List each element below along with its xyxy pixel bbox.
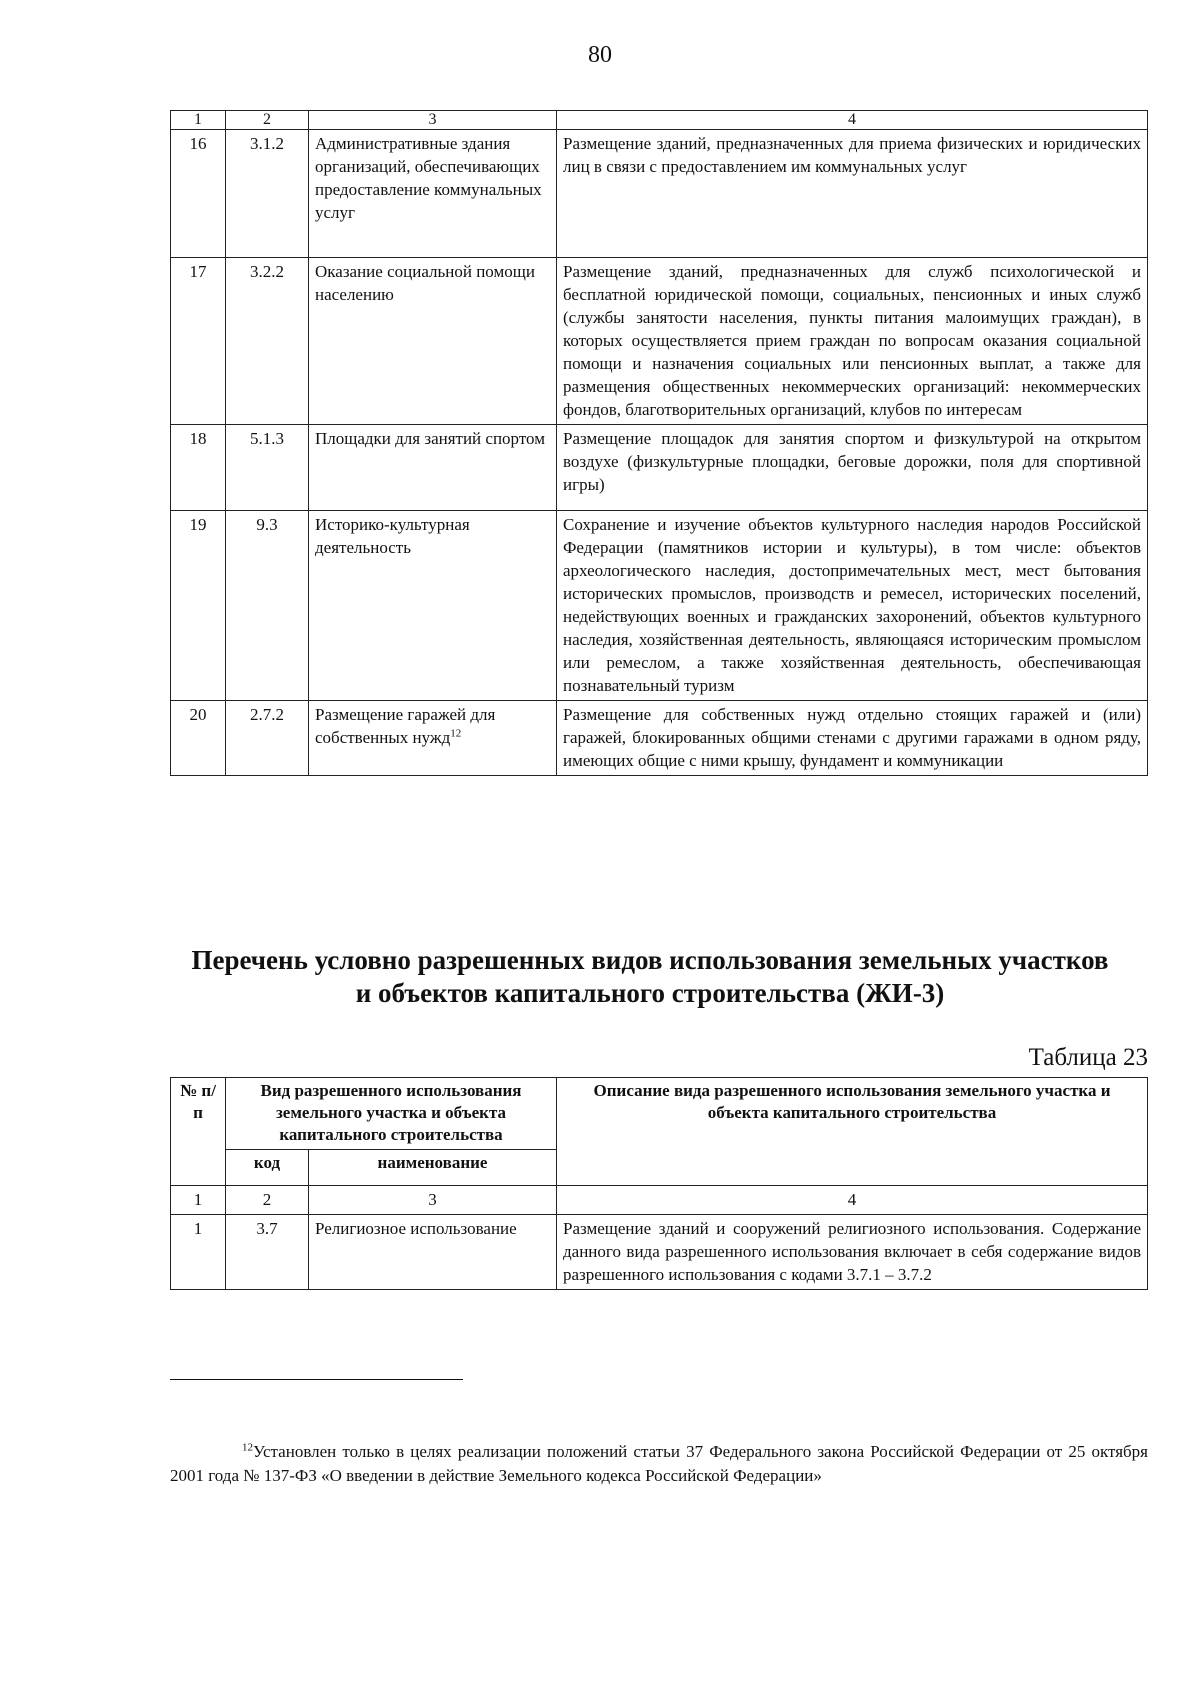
table-row [171,258,1148,425]
use-name: Административные здания организаций, обеспечивающих предоставление коммунальных услуг [309,130,557,258]
use-name [309,701,557,776]
row-number: 17 [171,258,226,425]
table-row [171,1215,1148,1290]
use-name-text: Размещение гаражей для собственных нужд [315,705,496,747]
column-number: 1 [171,111,226,130]
use-description: Размещение зданий и сооружений религиозного использования. Содержание данного вида разрешенного использования включает в себя содержание видов разрешенного использования с кодами 3.7.1 – 3.7.2 [557,1215,1148,1290]
footnote-reference: 12 [450,727,462,740]
use-name: Религиозное использование [309,1215,557,1290]
use-code: 9.3 [226,511,309,701]
column-numbering-row [171,111,1148,130]
table-label: Таблица 23 [1028,1044,1148,1071]
use-code: 3.1.2 [226,130,309,258]
footnote [170,1440,1148,1488]
column-number: 3 [309,111,557,130]
column-header-code: код [226,1150,309,1186]
section-heading-line: Перечень условно разрешенных видов использования земельных участков [191,945,1109,975]
use-description: Сохранение и изучение объектов культурного наследия народов Российской Федерации (памятников истории и культуры), в том числе: объектов археологического наследия, достопримечательных мест, мест бытования исторических промыслов, производств и ремесел, исторических поселений, недействующих военных и гражданских захоронений, объектов культурного наследия, хозяйственная деятельность, являющаяся историческим промыслом или ремеслом, а также хозяйственная деятельность, обеспечивающая познавательный туризм [557,511,1148,701]
column-number: 3 [309,1186,557,1215]
footnote-marker: 12 [242,1441,253,1454]
table-row [171,425,1148,511]
section-heading [150,944,1150,1010]
use-name: Оказание социальной помощи населению [309,258,557,425]
column-number: 1 [171,1186,226,1215]
footnote-separator [170,1379,463,1380]
column-header-use-type: Вид разрешенного использования земельного участка и объекта капитального строительства [226,1078,557,1150]
use-code: 2.7.2 [226,701,309,776]
row-number: 1 [171,1215,226,1290]
row-number: 20 [171,701,226,776]
row-number: 16 [171,130,226,258]
section-heading-line: и объектов капитального строительства (ЖИ-3) [355,978,945,1008]
use-description: Размещение зданий, предназначенных для служб психологической и бесплатной юридической помощи, социальных, пенсионных и иных служб (службы занятости населения, пункты питания малоимущих граждан), в которых осуществляется прием граждан по вопросам оказания социальной помощи и назначения социальных или пенсионных выплат, а также для размещения общественных некоммерческих организаций: некоммерческих фондов, благотворительных организаций, клубов по интересам [557,258,1148,425]
column-number: 4 [557,111,1148,130]
use-name: Историко-культурная деятельность [309,511,557,701]
column-header-number: № п/п [171,1078,226,1186]
column-number: 2 [226,1186,309,1215]
column-numbering-row [171,1186,1148,1215]
column-header-description: Описание вида разрешенного использования земельного участка и объекта капитального строительства [557,1078,1148,1186]
table-header-row [171,1078,1148,1150]
use-code: 3.2.2 [226,258,309,425]
column-header-name: наименование [309,1150,557,1186]
footnote-text: Установлен только в целях реализации положений статьи 37 Федерального закона Российской Федерации от 25 октября 2001 года № 137-ФЗ «О введении в действие Земельного кодекса Российской Федерации» [170,1442,1148,1485]
table-row [171,701,1148,776]
table-row [171,511,1148,701]
use-code: 5.1.3 [226,425,309,511]
use-name: Площадки для занятий спортом [309,425,557,511]
row-number: 18 [171,425,226,511]
page-number: 80 [588,42,612,68]
use-description: Размещение зданий, предназначенных для приема физических и юридических лиц в связи с предоставлением им коммунальных услуг [557,130,1148,258]
column-number: 4 [557,1186,1148,1215]
conditional-use-table [170,1077,1148,1290]
row-number: 19 [171,511,226,701]
land-use-table-continued [170,110,1148,776]
use-description: Размещение для собственных нужд отдельно стоящих гаражей и (или) гаражей, блокированных общими стенами с другими гаражами в одном ряду, имеющих общие с ними крышу, фундамент и коммуникации [557,701,1148,776]
column-number: 2 [226,111,309,130]
use-code: 3.7 [226,1215,309,1290]
table-row [171,130,1148,258]
use-description: Размещение площадок для занятия спортом и физкультурой на открытом воздухе (физкультурные площадки, беговые дорожки, поля для спортивной игры) [557,425,1148,511]
